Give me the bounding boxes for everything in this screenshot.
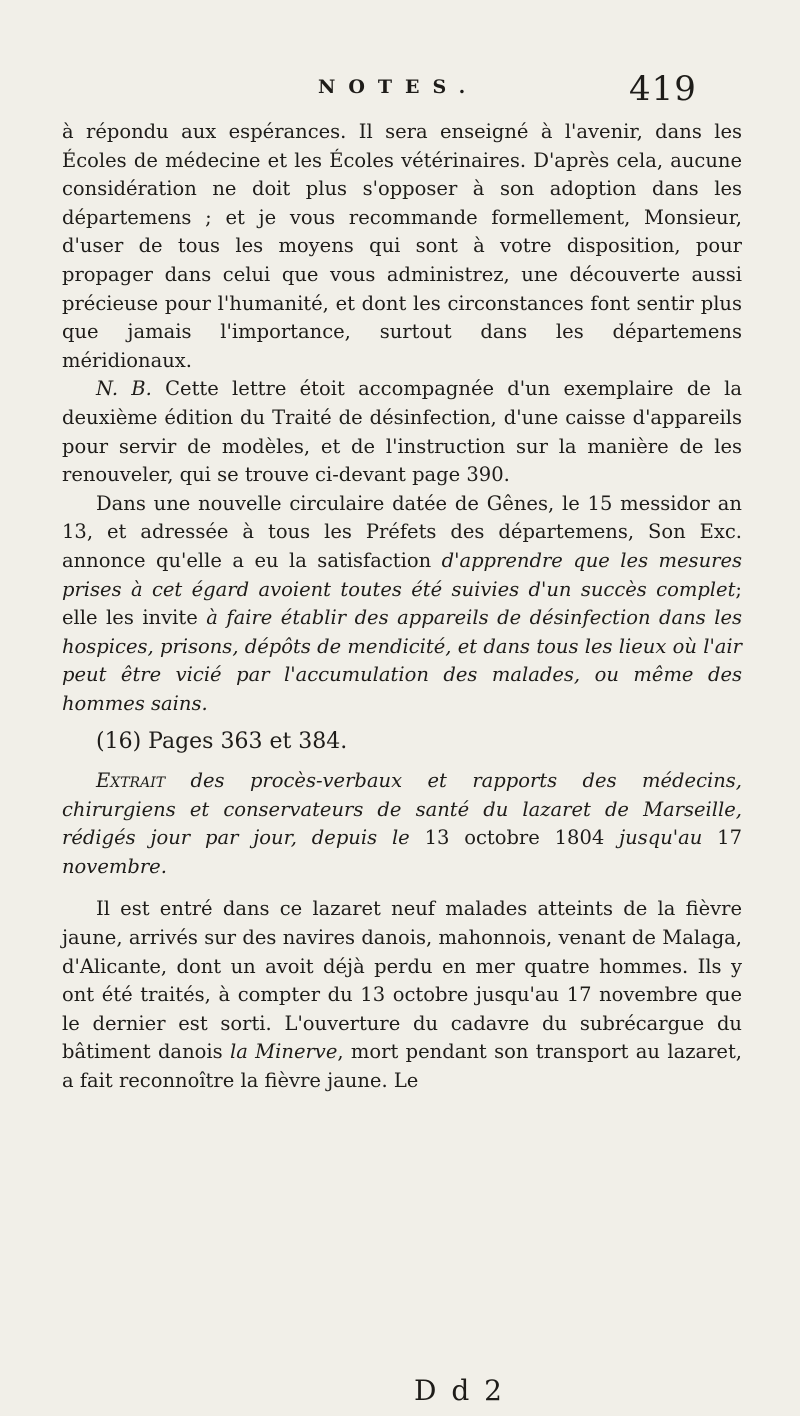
lazaret-text-start: Il est entré dans ce lazaret neuf malades atteints de la fièvre jaune, arrivés sur des navires danois, mahonnois, venant de Malaga, d'Alicante, dont un avoit déjà perdu en mer quatre hommes. Ils y ont été traités, à compter du 13 octobre jusqu'au 17 novembre que le dernier est sorti. L'ouverture du cadavre du subrécargue du bâtiment danois	[62, 897, 742, 1064]
circular-quote-1: d'apprendre que les mesures prises à cet égard avoient toutes été suivies d'un succès complet	[62, 548, 742, 601]
paragraph-letter-end: à répondu aux espérances. Il sera enseigné à l'avenir, dans les Écoles de médecine et les Écoles vétérinaires. D'après cela, aucune considération ne doit plus s'opposer à son adoption dans les départemens ; et je vous recommande formellement, Monsieur, d'user de tous les moyens qui sont à votre disposition, pour propager dans celui que vous administrez, une découverte aussi précieuse pour l'humanité, et dont les circonstances font sentir plus que jamais l'importance, surtout dans les départemens méridionaux.	[62, 120, 742, 372]
ship-name: la Minerve	[229, 1040, 338, 1064]
paragraph-extrait	[62, 767, 742, 881]
extrait-lead: Extrait	[96, 769, 166, 793]
paragraph-nota-bene	[62, 375, 742, 489]
lazaret-text-end: , mort pendant son transport au lazaret, a fait reconnoître la fièvre jaune. Le	[62, 1040, 742, 1092]
nota-bene-text: Cette lettre étoit accompagnée d'un exemplaire de la deuxième édition du Traité de désinfection, d'une caisse d'appareils pour servir de modèles, et de l'instruction sur la manière de les renouveler, qui se trouve ci-devant page 390.	[62, 377, 742, 487]
signature-mark: D d 2	[414, 1374, 505, 1407]
circular-text-mid: ; elle les invite	[62, 577, 742, 630]
extrait-title-3: novembre.	[62, 854, 167, 878]
page-number: 419	[629, 69, 697, 109]
paragraph-lazaret	[62, 895, 742, 1095]
body-text	[62, 118, 742, 1096]
paragraph-circular	[62, 490, 742, 719]
extrait-title-2: jusqu'au	[604, 826, 718, 850]
circular-text-start: Dans une nouvelle circulaire datée de Gênes, le 15 messidor an 13, et adressée à tous les Préfets des départemens, Son Exc. annonce qu'elle a eu la satisfaction	[62, 491, 742, 572]
section-heading: (16) Pages 363 et 384.	[96, 729, 348, 755]
circular-quote-2: à faire établir des appareils de désinfection dans les hospices, prisons, dépôts de mendicité, et dans tous les lieux où l'air peut être vicié par l'accumulation des malades, ou même des hommes sains.	[62, 606, 742, 715]
nota-bene-label: N. B.	[96, 377, 152, 401]
extrait-date-2: 17	[717, 826, 742, 850]
extrait-date-1: 13 octobre 1804	[424, 826, 605, 850]
extrait-title-1: des procès-verbaux et rapports des médecins, chirurgiens et conservateurs de santé du lazaret de Marseille, rédigés jour par jour, depuis le	[62, 769, 742, 850]
running-title: NOTES.	[318, 76, 479, 98]
page-header	[0, 69, 800, 122]
